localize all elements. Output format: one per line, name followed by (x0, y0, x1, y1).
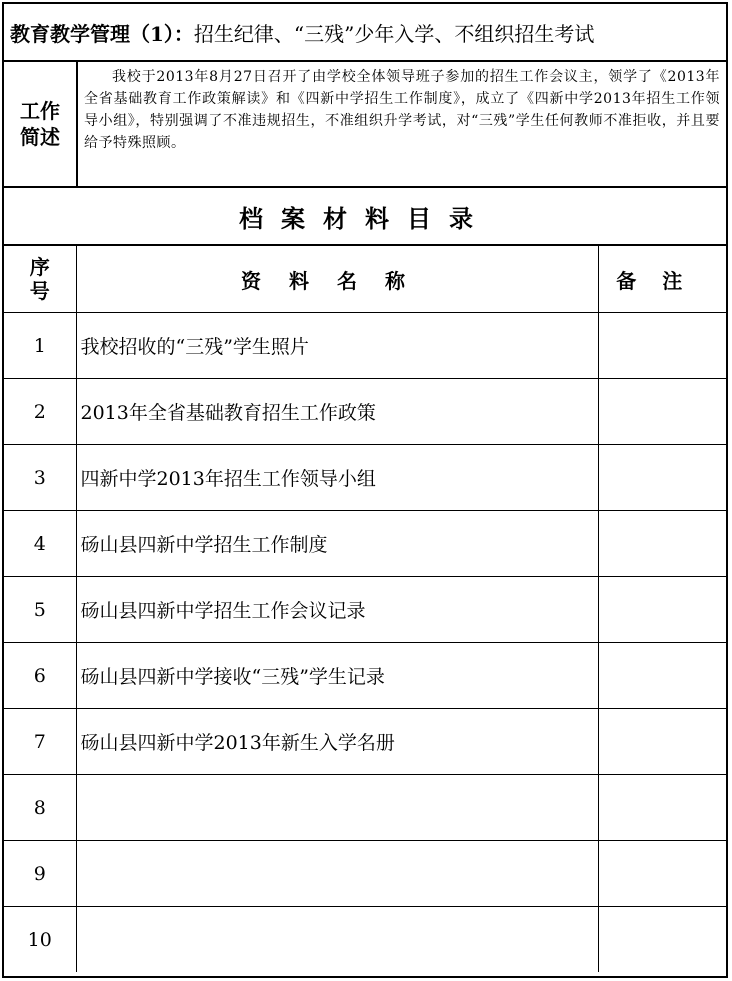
document-name: 砀山县四新中学招生工作制度 (76, 511, 598, 577)
table-row (4, 511, 726, 577)
header-title (4, 4, 726, 62)
table-row (4, 379, 726, 445)
remark-cell (598, 445, 726, 511)
document-name: 2013年全省基础教育招生工作政策 (76, 379, 598, 445)
column-header-no-line1: 序 (29, 255, 50, 279)
work-summary-label (4, 62, 78, 186)
table-row (4, 313, 726, 379)
remark-cell (598, 775, 726, 841)
row-number: 2 (4, 379, 76, 445)
table-row (4, 445, 726, 511)
row-number: 10 (4, 907, 76, 973)
row-number: 5 (4, 577, 76, 643)
row-number: 4 (4, 511, 76, 577)
remark-cell (598, 643, 726, 709)
table-row (4, 643, 726, 709)
archive-sheet (2, 2, 728, 978)
header-title-bold: 教育教学管理（1）： (10, 21, 194, 46)
row-number: 9 (4, 841, 76, 907)
catalog-header-row (4, 246, 726, 313)
remark-cell (598, 577, 726, 643)
table-row (4, 841, 726, 907)
document-name: 砀山县四新中学招生工作会议记录 (76, 577, 598, 643)
document-name: 我校招收的“三残”学生照片 (76, 313, 598, 379)
row-number: 3 (4, 445, 76, 511)
remark-cell (598, 709, 726, 775)
remark-cell (598, 313, 726, 379)
catalog-table (4, 246, 726, 972)
document-name: 砀山县四新中学2013年新生入学名册 (76, 709, 598, 775)
column-header-no-line2: 号 (29, 279, 50, 303)
work-summary-label-line1: 工作 (20, 99, 60, 123)
remark-cell (598, 379, 726, 445)
work-summary-label-line2: 简述 (20, 125, 60, 149)
document-name (76, 841, 598, 907)
row-number: 1 (4, 313, 76, 379)
remark-cell (598, 907, 726, 973)
document-name (76, 907, 598, 973)
row-number: 6 (4, 643, 76, 709)
remark-cell (598, 511, 726, 577)
column-header-no (4, 246, 76, 313)
document-name (76, 775, 598, 841)
row-number: 7 (4, 709, 76, 775)
column-header-remark: 备注 (598, 246, 726, 313)
document-name: 四新中学2013年招生工作领导小组 (76, 445, 598, 511)
remark-cell (598, 841, 726, 907)
table-row (4, 907, 726, 973)
column-header-name: 资料名称 (76, 246, 598, 313)
document-name: 砀山县四新中学接收“三残”学生记录 (76, 643, 598, 709)
work-summary-text: 我校于2013年8月27日召开了由学校全体领导班子参加的招生工作会议主，领学了《2013年全省基础教育工作政策解读》和《四新中学招生工作制度》，成立了《四新中学2013年招生工作领导小组》，特别强调了不准违规招生，不准组织升学考试，对“三残”学生任何教师不准拒收，并且要给予特殊照顾。 (84, 69, 720, 151)
row-number: 8 (4, 775, 76, 841)
header-title-rest: 招生纪律、“三残”少年入学、不组织招生考试 (193, 21, 595, 46)
table-row (4, 577, 726, 643)
table-row (4, 775, 726, 841)
catalog-title: 档案材料目录 (4, 188, 726, 246)
table-row (4, 709, 726, 775)
work-summary-row (4, 62, 726, 188)
